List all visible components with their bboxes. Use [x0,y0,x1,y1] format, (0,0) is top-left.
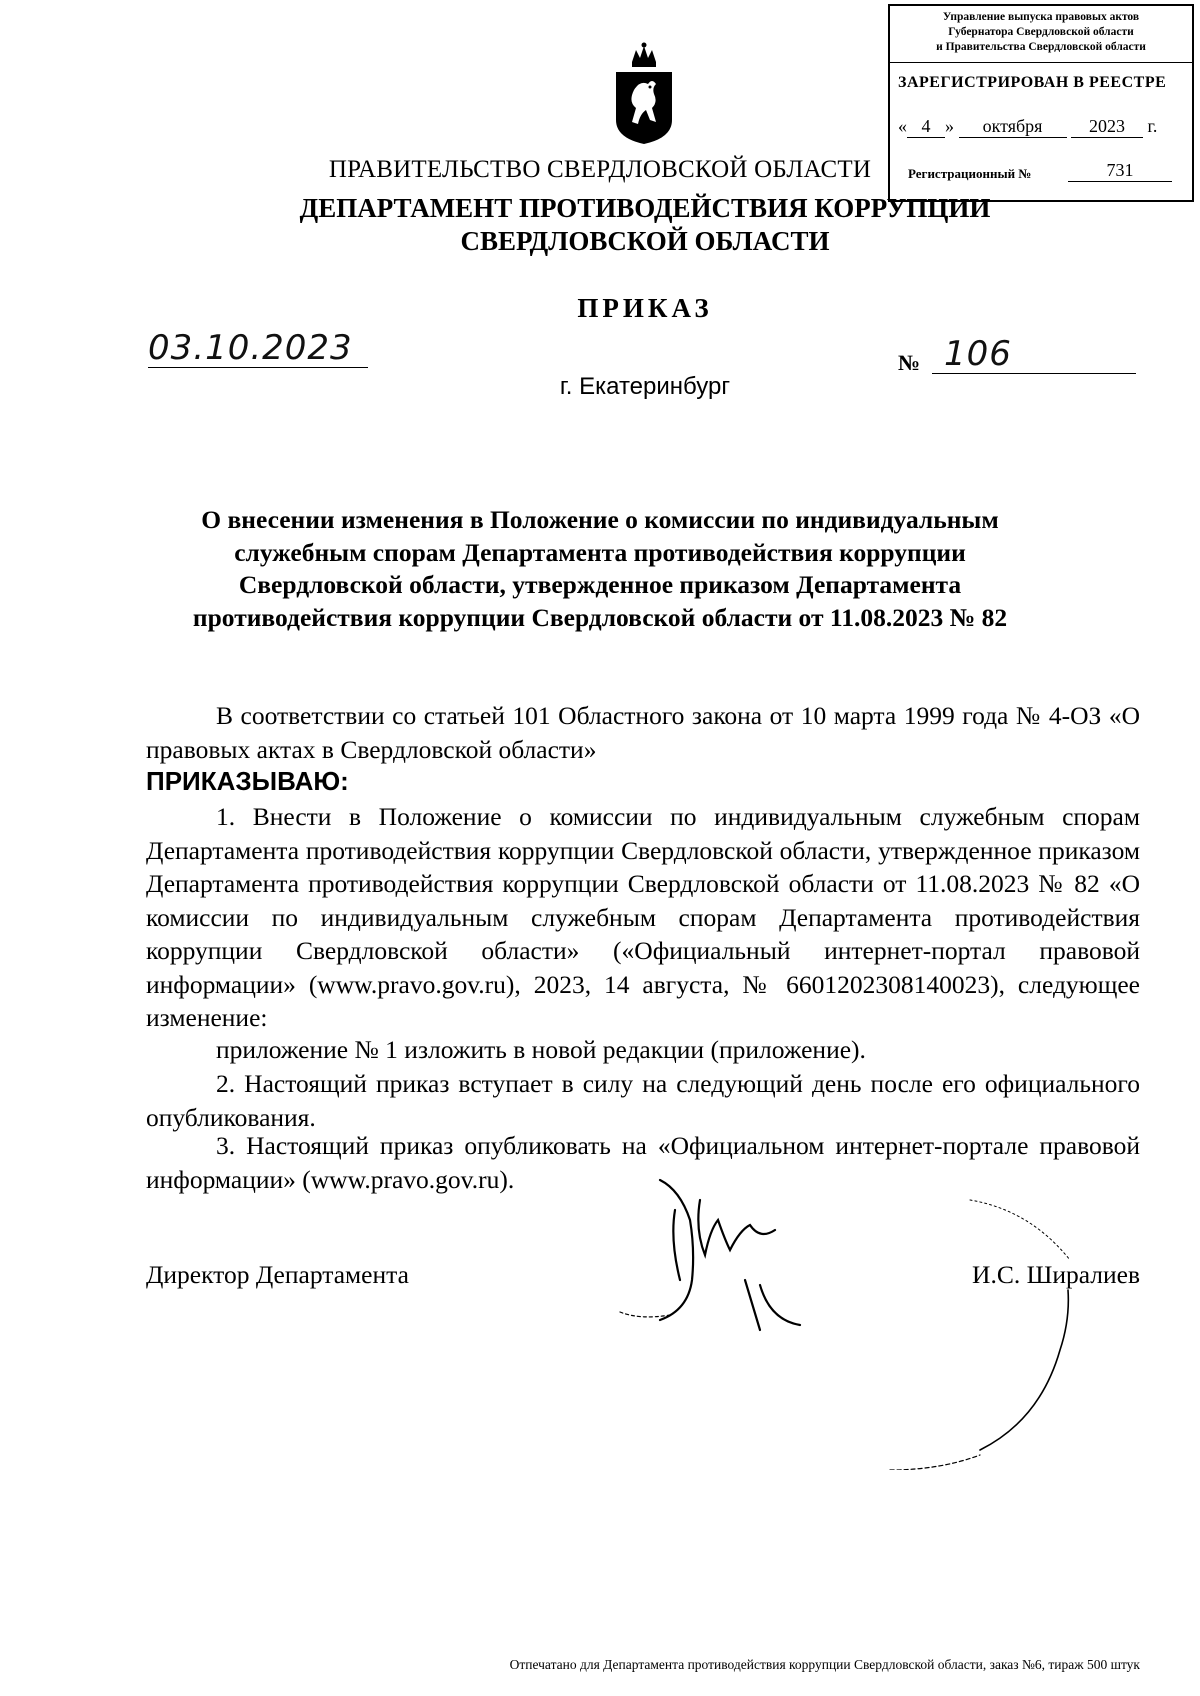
department-name-line-1: ДЕПАРТАМЕНТ ПРОТИВОДЕЙСТВИЯ КОРРУПЦИИ [299,193,991,223]
stamp-org-line-3: и Правительства Свердловской области [936,41,1146,53]
handwritten-signature [600,1170,1100,1470]
order-number-label: № [898,350,921,375]
stamp-day: 4 [907,116,945,138]
order-word: ПРИКАЗЫВАЮ: [146,766,349,796]
signatory-name: И.С. Ширалиев [972,1260,1140,1289]
order-date-handwritten: 03.10.2023 [148,329,368,368]
department-name-line-2: СВЕРДЛОВСКОЙ ОБЛАСТИ [460,226,830,256]
government-name: ПРАВИТЕЛЬСТВО СВЕРДЛОВСКОЙ ОБЛАСТИ [328,156,872,183]
stamp-date: « 4 » октября 2023 г. [898,116,1158,136]
order-item-1: 1. Внести в Положение о комиссии по индивидуальным служебным спорам Департамента противодействия коррупции Свердловской области, утвержденное приказом Департамента противодействия коррупции Свердловской области от 11.08.2023 № 82 «О комиссии по индивидуальным служебным спорам Департамента противодействия коррупции Свердловской области» («Официальный интернет-портал правовой информации» (www.pravo.gov.ru), 2023, 14 августа, № 6601202308140023), следующее изменение: [146,802,1140,1032]
document-type: ПРИКАЗ [577,293,713,323]
stamp-divider [890,62,1192,63]
order-title [0,504,1200,634]
signatory-position: Директор Департамента [146,1260,409,1289]
coat-of-arms-emblem [612,42,676,146]
order-title-line-4: противодействия коррупции Свердловской области от 11.08.2023 № 82 [192,602,1008,632]
stamp-reg-label: Регистрационный № [908,166,1032,181]
order-title-line-2: служебным спорам Департамента противодействия коррупции [234,537,966,567]
stamp-year-suffix: г. [1147,116,1158,136]
stamp-organization [890,10,1192,55]
stamp-reg-number: 731 [1068,160,1172,182]
print-imprint: Отпечатано для Департамента противодействия коррупции Свердловской области, заказ №6, тираж 500 штук [509,1657,1140,1672]
preamble: В соответствии со статьей 101 Областного закона от 10 марта 1999 года № 4-ОЗ «О правовых актах в Свердловской области» [146,701,1140,764]
order-title-line-3: Свердловской области, утвержденное приказом Департамента [238,570,962,599]
order-item-1-sub: приложение № 1 изложить в новой редакции (приложение). [216,1035,866,1064]
stamp-org-line-1: Управление выпуска правовых актов [942,11,1140,23]
stamp-month: октября [959,116,1067,138]
order-title-line-1: О внесении изменения в Положение о комиссии по индивидуальным [201,505,999,534]
city: г. Екатеринбург [559,373,731,400]
stamp-registered-label: ЗАРЕГИСТРИРОВАН В РЕЕСТРЕ [898,74,1167,91]
stamp-org-line-2: Губернатора Свердловской области [948,26,1134,38]
order-number-handwritten: 106 [932,335,1136,374]
order-item-2: 2. Настоящий приказ вступает в силу на следующий день после его официального опубликования. [146,1069,1140,1132]
order-item-3: 3. Настоящий приказ опубликовать на «Официальном интернет-портале правовой информации» (www.pravo.gov.ru). [146,1131,1140,1194]
stamp-year: 2023 [1071,116,1143,138]
